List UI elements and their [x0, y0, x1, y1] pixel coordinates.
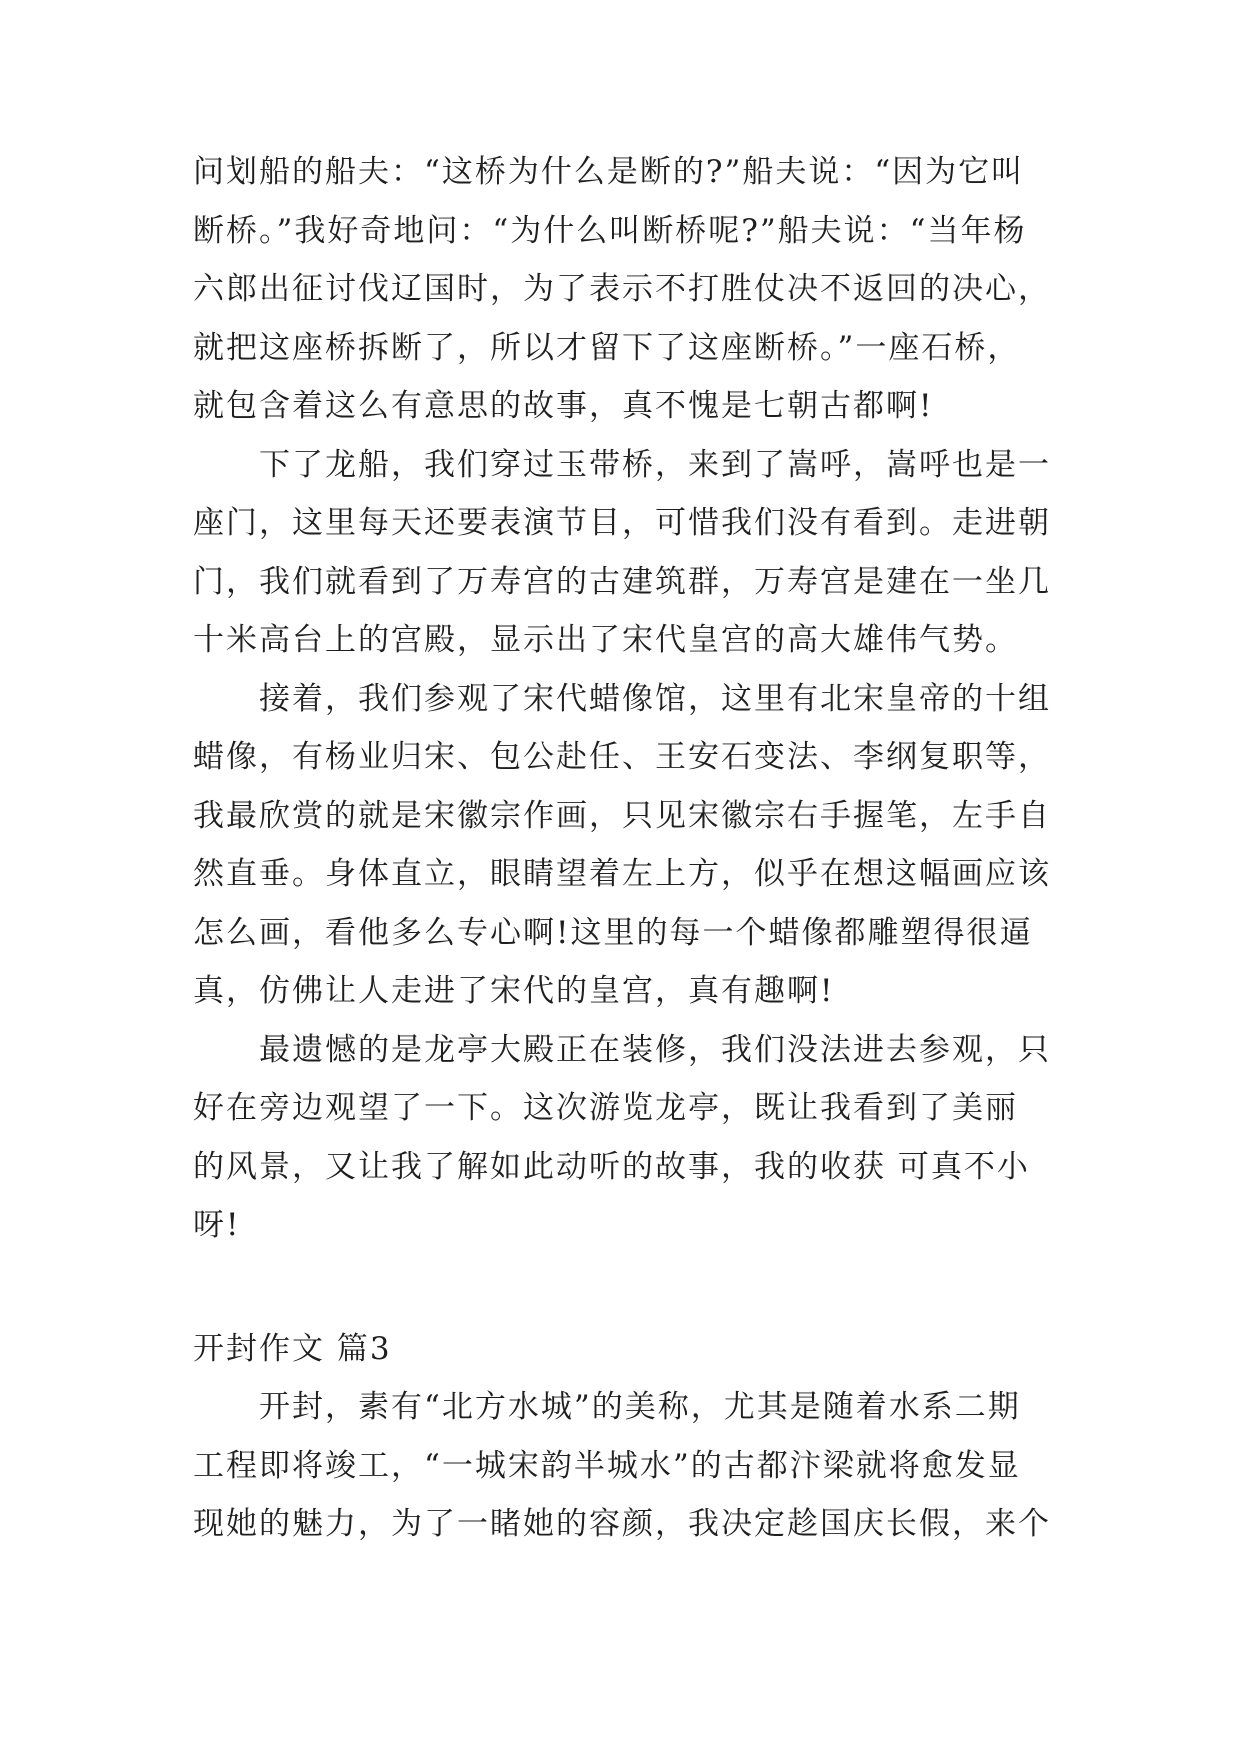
- text-line: 就把这座桥拆断了，所以才留下了这座断桥。”一座石桥，: [193, 329, 1021, 366]
- text-line: 十米高台上的宫殿，显示出了宋代皇宫的高大雄伟气势。: [193, 622, 1018, 658]
- text-line: 下了龙船，我们穿过玉带桥，来到了嵩呼，嵩呼也是一: [193, 446, 1051, 483]
- text-line: 然直垂。身体直立，眼睛望着左上方，似乎在想这幅画应该: [193, 856, 1051, 892]
- text-line: 现她的魅力，为了一睹她的容颜，我决定趁国庆长假，来个: [193, 1506, 1051, 1542]
- text-line: 门，我们就看到了万寿宫的古建筑群，万寿宫是建在一坐几: [193, 563, 1051, 600]
- text-line: 座门，这里每天还要表演节目，可惜我们没有看到。走进朝: [193, 505, 1051, 541]
- text-line: 怎么画，看他多么专心啊!这里的每一个蜡像都雕塑得很逼: [193, 914, 1033, 951]
- text-line: 工程即将竣工，“一城宋韵半城水”的古都汴梁就将愈发显: [193, 1447, 1021, 1484]
- essay-body-part-2: [193, 1378, 1073, 1554]
- text-line: 问划船的船夫：“这桥为什么是断的?”船夫说：“因为它叫: [193, 154, 1025, 190]
- text-line: 最遗憾的是龙亭大殿正在装修，我们没法进去参观，只: [193, 1031, 1051, 1068]
- text-line: 接着，我们参观了宋代蜡像馆，这里有北宋皇帝的十组: [193, 680, 1051, 717]
- text-line: 真，仿佛让人走进了宋代的皇宫，真有趣啊!: [193, 973, 835, 1009]
- text-line: 的风景，又让我了解如此动听的故事，我的收获 可真不小: [193, 1148, 1030, 1185]
- section-heading: 开封作文 篇3: [193, 1331, 392, 1367]
- text-line: 就包含着这么有意思的故事，真不愧是七朝古都啊!: [193, 388, 934, 424]
- text-line: 断桥。”我好奇地问：“为什么叫断桥呢?”船夫说：“当年杨: [193, 212, 1027, 249]
- text-line: 蜡像，有杨业归宋、包公赴任、王安石变法、李纲复职等，: [193, 739, 1051, 775]
- text-line: 好在旁边观望了一下。这次游览龙亭，既让我看到了美丽: [193, 1090, 1018, 1126]
- text-line: 呀!: [193, 1207, 241, 1243]
- text-line: 我最欣赏的就是宋徽宗作画，只见宋徽宗右手握笔，左手自: [193, 797, 1051, 834]
- text-line: 开封，素有“北方水城”的美称，尤其是随着水系二期: [193, 1389, 1021, 1425]
- text-line: 六郎出征讨伐辽国时，为了表示不打胜仗决不返回的决心，: [193, 271, 1051, 307]
- essay-body-part-1: [193, 143, 1073, 1255]
